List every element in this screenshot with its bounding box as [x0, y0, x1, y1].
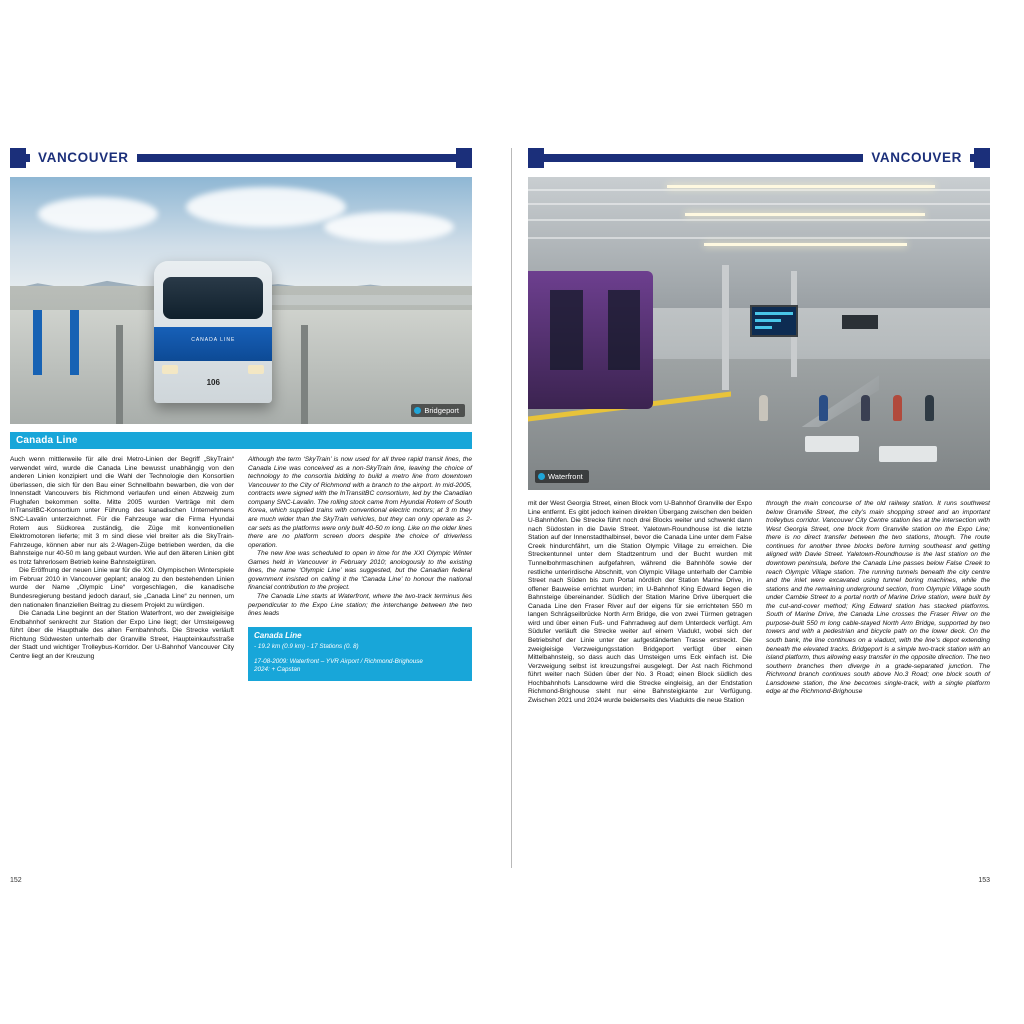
paragraph: Die Canada Line beginnt an der Station Waterfront, wo der zweigleisige Endbahnhof senkrecht zur Station der Expo Line liegt; der Umsteigeweg führt über die Haupthalle des alten Fernbahnhofs. Die Strecke verläuft Richtung Südwesten unterhalb der Granville Street, Haupteinkaufsstraße der Stadt und wichtiger Trolleybus-Korridor. Der U-Bahnhof Vancouver City Centre liegt an der Kreuzung: [10, 610, 234, 660]
page-title: VANCOUVER: [30, 148, 137, 168]
screen-line: [755, 312, 793, 315]
factbox-stats: - 19.2 km (0.9 km) - 17 Stations (0. 8): [254, 643, 359, 651]
platform-pillar: [722, 265, 729, 390]
screen-line: [755, 326, 773, 329]
left-page: [10, 148, 472, 884]
factbox-opening-1: 17-08-2009: Waterfront – YVR Airport / Richmond-Brighouse: [254, 657, 423, 665]
headlight-right: [248, 365, 264, 374]
right-text-columns: [528, 500, 990, 706]
ceiling-slat: [528, 203, 990, 205]
cloud-shape: [38, 197, 158, 231]
location-dot-icon: [538, 473, 545, 480]
ceiling-light-strip: [704, 243, 907, 246]
wayfinding-sign: [842, 315, 878, 329]
header-square-right: [456, 148, 472, 168]
train-brand-text: CANADA LINE: [191, 336, 236, 343]
right-photo-waterfront-station: [528, 177, 990, 490]
paragraph: Auch wenn mittlerweile für alle drei Metro-Linien der Begriff „SkyTrain“ verwendet wird, wurde die Canada Line bewusst unabhängig von den anderen Linien konzipiert und die Wahl der Technologie den Konsortien überlassen, die sich für den Bau einer Schnellbahn bewarben, die von der Innenstadt Vancouvers bis Richmond verlaufen und einen Abzweig zum Flughafen bekommen sollte. Mitte 2005 wurden Verträge mit dem InTransitBC-Konsortium unter Führung des kanadischen Unternehmens SNC-Lavalin unterzeichnet. Für die Fahrzeuge war die Firma Hyundai Rotem aus Südkorea zuständig, die Züge mit konventionellen Elektromotoren lieferte; mit 3 m sind diese viel breiter als die SkyTrain-Fahrzeuge, können aber nur als 2-Wagen-Züge betrieben werden, da die Bahnsteige nur 40-50 m lang gebaut wurden. Wie auf den älteren Linien gibt es trotz fahrerlosem Betrieb keine Bahnsteigtüren.: [10, 456, 234, 566]
train-door: [608, 290, 640, 370]
cloud-shape: [324, 212, 454, 242]
left-photo-canada-line-train: [10, 177, 472, 424]
german-text-column: [10, 456, 234, 681]
paragraph: mit der West Georgia Street, einen Block vom U-Bahnhof Granville der Expo Line entfernt. Es gibt jedoch keinen direkten Übergang zwischen den beiden U-Bahnhöfen. Die Strecke führt noch drei Blocks weiter und schwenkt dann nach Südosten in die Davie Street. Yaletown-Roundhouse ist die letzte Station auf der Innenstadthalbinsel, bevor die Canada Line unter dem False Creek hindurchfährt, um die Station Olympic Village zu erreichen. Die Streckentunnel unter dem Stadtzentrum und der Bucht wurden mit Tunnelbohrmaschinen aufgefahren, während die Bahnhöfe sowie der restliche unterirdische Abschnitt, von Olympic Village unterhalb der Cambie Street nach Süden bis zum Portal nördlich der Station Marine Drive, in offener Bauweise errichtet wurden; im U-Bahnhof King Edward liegen die Bahnsteige übereinander. Südlich der Station Marine Drive überquert die Canada Line den Fraser River auf der eigens für sie errichteten 550 m langen Schrägseilbrücke North Arm Bridge, die von zwei Türmen getragen wird und über einen Fuß- und Fahrradweg auf dem Unterdeck verfügt. Am Südufer verläuft die Strecke weiter auf einem Viadukt, wobei sich der Betriebshof der Linie unter der aufgeständerten Trasse erstreckt. Die zweigleisige Verzweigungsstation Bridgeport verfügt über einen Mittelbahnsteig, so dass auch das Umsteigen ums Eck einfach ist. Die Verzweigung selbst ist kreuzungsfrei ausgelegt. Der Ast nach Richmond führt weiter nach Süden über der No. 3 Road; einen Block südlich des Hochbahnhofs Lansdowne wird die Strecke eingleisig, an der Endstation Richmond-Brighouse steht nur eine Bahnsteigkante zur Verfügung. Zwischen 2021 und 2024 wurde beiderseits des Viadukts die neue Station: [528, 500, 752, 704]
station-train: [528, 271, 653, 409]
canada-line-train: [154, 261, 272, 403]
factbox-opening-2: 2024: + Capstan: [254, 666, 301, 674]
passenger-figure: [893, 395, 902, 421]
headlight-left: [162, 365, 178, 374]
passenger-figure: [925, 395, 934, 421]
paragraph: through the main concourse of the old railway station. It runs southwest below Granville Street, the city’s main shopping street and an important trolleybus corridor. Vancouver City Centre station lies at the intersection with West Georgia Street, one block from Granville station on the Expo Line; there is no direct transfer between the two stations, though. The route continues for another three blocks before turning southeast and getting aligned with Davie Street. Yaletown-Roundhouse is the last station on the downtown peninsula, before the Canada Line passes below False Creek to reach Olympic Village station. The running tunnels beneath the city centre and the inlet were excavated using tunnel boring machines, while the stations and the remaining underground section, from Olympic Village south under Cambie Street to a portal north of Marine Drive station, were built by the cut-and-cover method; King Edward station has stacked platforms. South of Marine Drive, the Canada Line crosses the Fraser River on the purpose-built 550 m long cable-stayed North Arm Bridge, supported by two towers and with a pedestrian and bicycle path on the lower deck. On the south bank, the line continues on a viaduct, with the line’s depot extending beneath the elevated tracks. Bridgeport is a simple two-track station with an island platform, thus allowing easy transfer in the opposite direction. The two southern branches then diverge in a grade-separated junction. The Richmond branch continues south above No.3 Road; one block south of Lansdowne station, the line becomes single-track, with a single platform edge at the Richmond-Brighouse: [766, 500, 990, 696]
page-number-right: 153: [978, 877, 990, 884]
page-gutter: [511, 148, 512, 868]
header-square-left: [10, 148, 26, 168]
ceiling-light-strip: [667, 185, 935, 188]
header-square-left: [528, 148, 544, 168]
photo-caption-badge: [411, 404, 465, 417]
ceiling-slat: [528, 237, 990, 239]
photo-caption-text: Waterfront: [548, 472, 583, 481]
right-page: [528, 148, 990, 884]
page-number-left: 152: [10, 877, 22, 884]
passenger-figure: [819, 395, 828, 421]
train-headlights: [160, 365, 266, 375]
english-text-column: [766, 500, 990, 706]
header-square-right: [974, 148, 990, 168]
photo-caption-text: Bridgeport: [424, 406, 459, 415]
cloud-shape: [186, 187, 346, 227]
train-door: [550, 290, 582, 370]
left-page-header: [10, 148, 472, 168]
location-dot-icon: [414, 407, 421, 414]
screen-line: [755, 319, 781, 322]
right-page-header: [528, 148, 990, 168]
paragraph: The new line was scheduled to open in time for the XXI Olympic Winter Games held in Vancouver in February 2010; anologously to the existing lines, the name ‘Olympic Line’ was suggested, but the Canadian federal government insisted on calling it the ‘Canada Line’ to honour the national financial contribution to the project.: [248, 550, 472, 592]
page-title: VANCOUVER: [863, 148, 970, 168]
train-livery-band: [154, 327, 272, 361]
ceiling-slat: [528, 219, 990, 221]
platform-bench: [879, 446, 937, 462]
information-display-screen: [750, 305, 798, 337]
train-number: 106: [206, 377, 220, 387]
paragraph: Die Eröffnung der neuen Linie war für die XXI. Olympischen Winterspiele im Februar 2010 in Vancouver geplant; analog zu den bestehenden Linien wurde der Name „Olympic Line“ vorgeschlagen, die kanadische Bundesregierung bestand jedoch darauf, sie „Canada Line“ zu nennen, um den nationalen finanziellen Beitrag zu diesem Projekt zu würdigen.: [10, 567, 234, 609]
passenger-figure: [861, 395, 870, 421]
paragraph: Although the term ‘SkyTrain’ is now used for all three rapid transit lines, the Canada Line was conceived as a non-SkyTrain line, leaving the choice of technology to the consortia bidding to build a metro line from downtown Vancouver to the City of Richmond with a branch to the airport. In mid-2005, contracts were signed with the InTransitBC consortium, led by the Canadian company SNC-Lavalin. The rolling stock came from Hyundai Rotem of South Korea, which supplied trains with conventional electric motors; at 3 m they are much wider than the SkyTrain vehicles, but they can only operate as 2-car sets as the platforms were only built 40-50 m long. Like on the older lines there are no platform screen doors despite the choice of driverless operation.: [248, 456, 472, 549]
canada-line-factbox: [248, 627, 472, 681]
ceiling-slat: [528, 189, 990, 191]
factbox-title: Canada Line: [254, 630, 302, 640]
train-windscreen: [163, 277, 263, 319]
ceiling-light-strip: [685, 213, 925, 216]
paragraph: The Canada Line starts at Waterfront, where the two-track terminus lies perpendicular to the Expo Line station; the interchange between the two lines leads: [248, 593, 472, 618]
guideway-rail: [301, 325, 308, 424]
german-text-column: [528, 500, 752, 706]
photo-caption-badge: [535, 470, 589, 483]
platform-bench: [805, 436, 859, 452]
section-title-canada-line: Canada Line: [10, 432, 472, 449]
passenger-figure: [759, 395, 768, 421]
left-text-columns: [10, 456, 472, 681]
guideway-rail: [116, 325, 123, 424]
blue-platform-post: [70, 310, 79, 374]
english-text-column: [248, 456, 472, 681]
blue-platform-post: [33, 310, 42, 374]
